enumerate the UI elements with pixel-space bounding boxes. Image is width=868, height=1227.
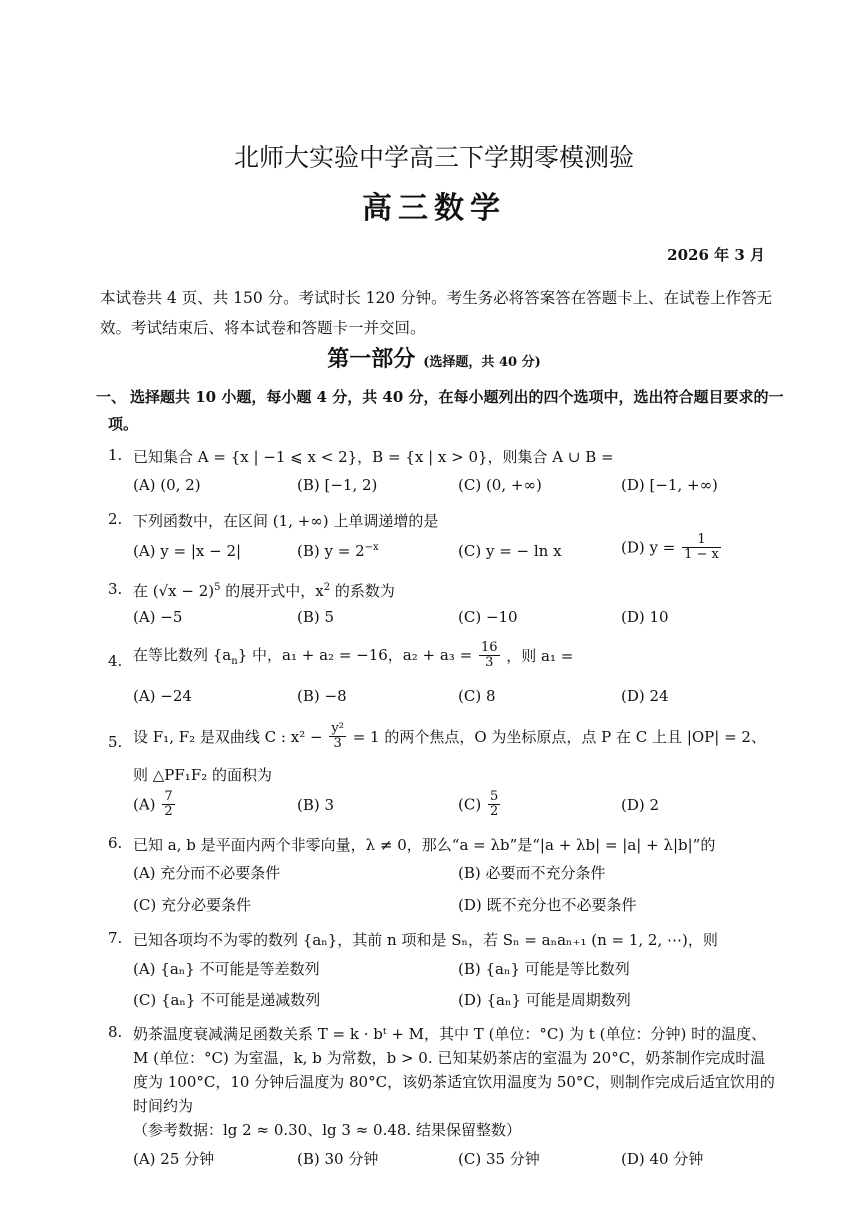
option-d: (D) 10 xyxy=(621,608,669,626)
option-d: (D) [−1, +∞) xyxy=(621,476,718,494)
fraction: $\frac{\text{y²}}{3}$ xyxy=(331,721,344,751)
option-a: (A) y = |x − 2| xyxy=(133,542,242,560)
question-stem: 已知 a, b 是平面内两个非零向量，λ ≠ 0，那么“a = λb”是“|a + λb| = |a| + λ|b|”的 xyxy=(133,836,716,854)
question-number: 8. xyxy=(108,1023,123,1041)
question-stem: 已知各项均不为零的数列 {aₙ}，其前 n 项和是 Sₙ，若 Sₙ = aₙaₙ₊₁ (n = 1, 2, ⋯)，则 xyxy=(133,931,718,949)
option-c: (C) (0, +∞) xyxy=(458,476,542,494)
part-title: 第一部分 xyxy=(327,346,416,372)
question-number: 3. xyxy=(108,580,123,598)
option-c: (C) 8 xyxy=(458,687,496,705)
subject-title: 高三数学 xyxy=(362,191,506,226)
question-number: 7. xyxy=(108,929,123,947)
section-number: 一、 xyxy=(96,388,127,406)
option-a: (A) −5 xyxy=(133,608,183,626)
option-d: (D) y = $\frac{1}{1 - x}$ xyxy=(621,532,719,562)
option-d: (D) {aₙ} 可能是周期数列 xyxy=(458,991,631,1009)
question-number: 6. xyxy=(108,834,123,852)
question-stem-line: 则 △PF₁F₂ 的面积为 xyxy=(133,766,273,784)
section-text: 选择题共 10 小题，每小题 4 分，共 40 分，在每小题列出的四个选项中，选出符合题目要求的一项。 xyxy=(108,388,784,433)
option-d: (D) 2 xyxy=(621,796,660,814)
option-b: (B) 5 xyxy=(297,608,335,626)
fraction: $\frac{5}{2}$ xyxy=(489,789,499,819)
option-a: (A) (0, 2) xyxy=(133,476,201,494)
option-b: (B) −8 xyxy=(297,687,347,705)
fraction: $\frac{1}{1 - x}$ xyxy=(684,532,719,562)
fraction: $\frac{16}{3}$ xyxy=(480,640,498,670)
question-stem-line: 度为 100°C，10 分钟后温度为 80°C，该奶茶适宜饮用温度为 50°C，则制作完成后适宜饮用的 xyxy=(133,1073,775,1091)
option-c: (C) 35 分钟 xyxy=(458,1150,540,1168)
question-stem-line: M (单位：°C) 为室温，k, b 为常数，b > 0. 已知某奶茶店的室温为 20°C，奶茶制作完成时温 xyxy=(133,1049,766,1067)
option-b: (B) $y = 2^{-x}$ xyxy=(297,542,379,560)
option-c: (C) $\frac{5}{2}$ xyxy=(458,789,499,819)
question-number: 4. xyxy=(108,652,123,670)
option-b: (B) 30 分钟 xyxy=(297,1150,379,1168)
option-c: (C) −10 xyxy=(458,608,518,626)
option-b: (B) {aₙ} 可能是等比数列 xyxy=(458,960,630,978)
fraction: $\frac{7}{2}$ xyxy=(164,789,173,819)
section-heading xyxy=(96,384,808,438)
option-b: (B) 必要而不充分条件 xyxy=(458,864,606,882)
option-c: (C) y = − ln x xyxy=(458,542,562,560)
option-b: (B) 3 xyxy=(297,796,335,814)
question-stem: 下列函数中，在区间 (1, +∞) 上单调递增的是 xyxy=(133,512,439,530)
exam-date: 2026 年 3 月 xyxy=(667,246,765,264)
part-note: (选择题，共 40 分) xyxy=(423,355,541,370)
option-d: (D) 24 xyxy=(621,687,669,705)
question-stem: 已知集合 A = {x | −1 ⩽ x < 2}，B = {x | x > 0}，则集合 A ∪ B = xyxy=(133,448,614,466)
option-a: (A) $\frac{7}{2}$ xyxy=(133,789,173,819)
option-d: (D) 既不充分也不必要条件 xyxy=(458,896,637,914)
option-a: (A) 25 分钟 xyxy=(133,1150,215,1168)
question-number: 1. xyxy=(108,446,123,464)
option-c: (C) {aₙ} 不可能是递减数列 xyxy=(133,991,321,1009)
option-b: (B) [−1, 2) xyxy=(297,476,378,494)
school-title: 北师大实验中学高三下学期零模测验 xyxy=(233,143,634,172)
option-a: (A) {aₙ} 不可能是等差数列 xyxy=(133,960,320,978)
option-c: (C) 充分必要条件 xyxy=(133,896,251,914)
question-stem: 在 $(√x - 2)^5$ 的展开式中，$x^2$ 的系数为 xyxy=(133,582,395,600)
question-stem-line: 奶茶温度衰减满足函数关系 T = k · bᵗ + M，其中 T (单位：°C) 为 t (单位：分钟) 时的温度、 xyxy=(133,1025,767,1043)
option-d: (D) 40 分钟 xyxy=(621,1150,704,1168)
reference-data: （参考数据：lg 2 ≈ 0.30、lg 3 ≈ 0.48. 结果保留整数） xyxy=(133,1121,521,1139)
option-a: (A) 充分而不必要条件 xyxy=(133,864,281,882)
option-a: (A) −24 xyxy=(133,687,192,705)
question-stem: 设 F₁, F₂ 是双曲线 C : x² − $\frac{\text{y²}}{3}$ = 1 的两个焦点，O 为坐标原点，点 P 在 C 上且 |OP| = 2、 xyxy=(133,721,766,751)
question-stem: 在等比数列 $\{a_n\}$ 中，a₁ + a₂ = −16，a₂ + a₃ = $\frac{16}{3}$ ，则 a₁ = xyxy=(133,640,574,670)
question-stem-line: 时间约为 xyxy=(133,1097,194,1115)
part-heading xyxy=(0,342,868,373)
question-number: 2. xyxy=(108,510,123,528)
question-number: 5. xyxy=(108,733,123,751)
exam-instructions: 本试卷共 4 页、共 150 分。考试时长 120 分钟。考生务必将答案答在答题卡上、在试卷上作答无效。考试结束后、将本试卷和答题卡一并交回。 xyxy=(100,289,773,337)
